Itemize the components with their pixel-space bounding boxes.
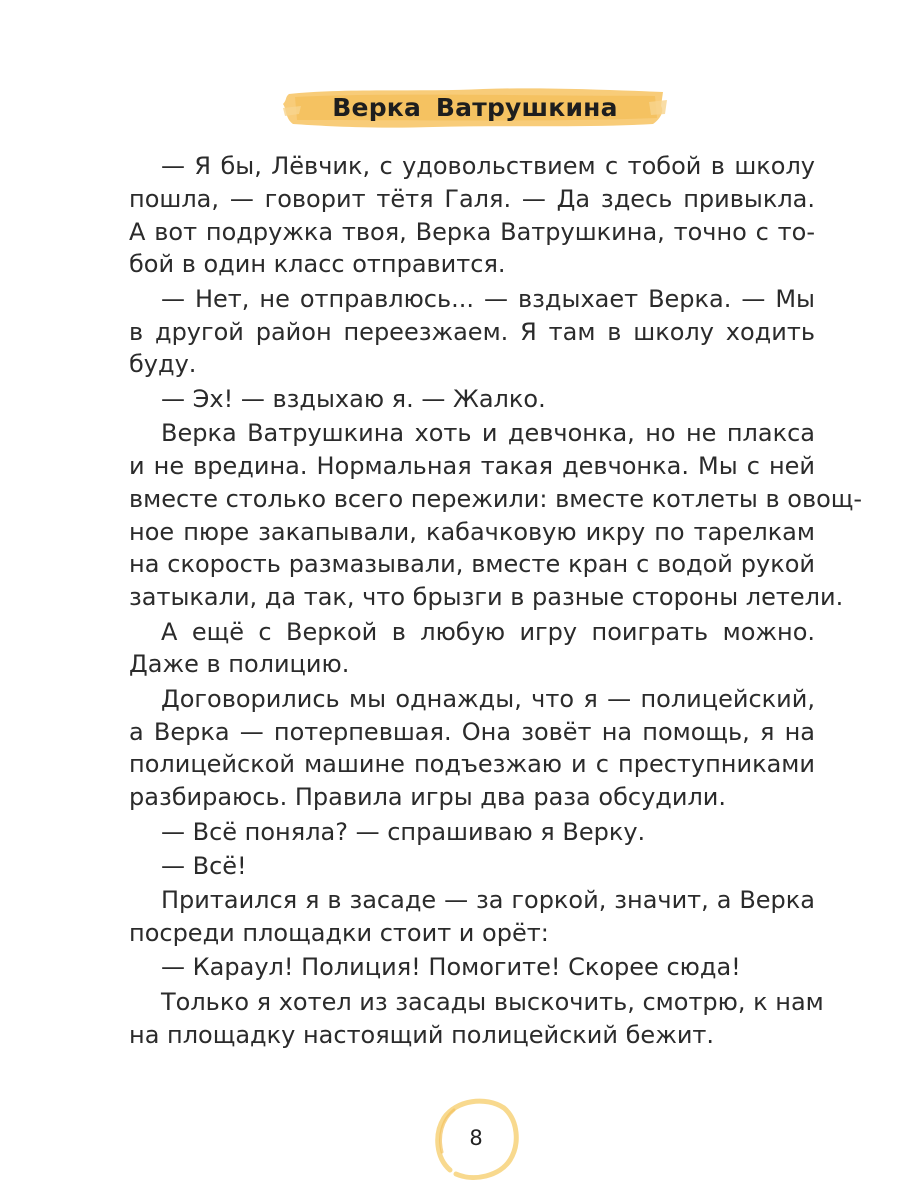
text-line: Даже в полицию. (129, 650, 350, 679)
page-number-badge (430, 1092, 522, 1184)
text-line: посреди площадки стоит и орёт: (129, 919, 549, 948)
text-line: затыкали, да так, что брызги в разные стороны летели. (129, 583, 844, 612)
text-line: А ещё с Веркой в любую игру поиграть можно. (161, 617, 815, 646)
text-line: в другой район переезжаем. Я там в школу ходить (129, 317, 815, 346)
text-line: А вот подружка твоя, Верка Ватрушкина, точно с то- (129, 217, 815, 246)
text-line: — Караул! Полиция! Помогите! Скорее сюда! (161, 953, 741, 982)
chapter-title-banner (283, 84, 667, 130)
text-line: а Верка — потерпевшая. Она зовёт на помощь, я на (129, 717, 815, 746)
text-line: Только я хотел из засады выскочить, смотрю, к нам (161, 987, 824, 1016)
text-line: буду. (129, 350, 197, 379)
text-line: ное пюре закапывали, кабачковую икру по тарелкам (129, 517, 815, 546)
text-line: Договорились мы однажды, что я — полицейский, (161, 684, 815, 713)
text-line: — Всё поняла? — спрашиваю я Верку. (161, 817, 646, 846)
text-line: Притаился я в засаде — за горкой, значит, а Верка (161, 886, 815, 915)
page-number: 8 (469, 1126, 483, 1150)
text-line: Верка Ватрушкина хоть и девчонка, но не плакса (161, 419, 815, 448)
text-line: пошла, — говорит тётя Галя. — Да здесь привыкла. (129, 184, 815, 213)
text-line: разбираюсь. Правила игры два раза обсудили. (129, 783, 727, 812)
text-line: и не вредина. Нормальная такая девчонка. Мы с ней (129, 451, 815, 480)
chapter-title: Верка Ватрушкина (332, 92, 618, 122)
text-line: вместе столько всего пережили: вместе котлеты в овощ- (129, 484, 863, 513)
text-line: на площадку настоящий полицейский бежит. (129, 1020, 715, 1049)
text-line: полицейской машине подъезжаю и с преступниками (129, 750, 815, 779)
text-line: — Эх! — вздыхаю я. — Жалко. (161, 384, 546, 413)
text-line: — Нет, не отправлюсь... — вздыхает Верка. — Мы (161, 284, 815, 313)
text-line: — Всё! (161, 851, 247, 880)
story-text (129, 150, 863, 1051)
text-line: бой в один класс отправится. (129, 250, 506, 279)
text-line: — Я бы, Лёвчик, с удовольствием с тобой в школу (161, 152, 815, 180)
text-line: на скорость размазывали, вместе кран с водой рукой (129, 550, 815, 579)
